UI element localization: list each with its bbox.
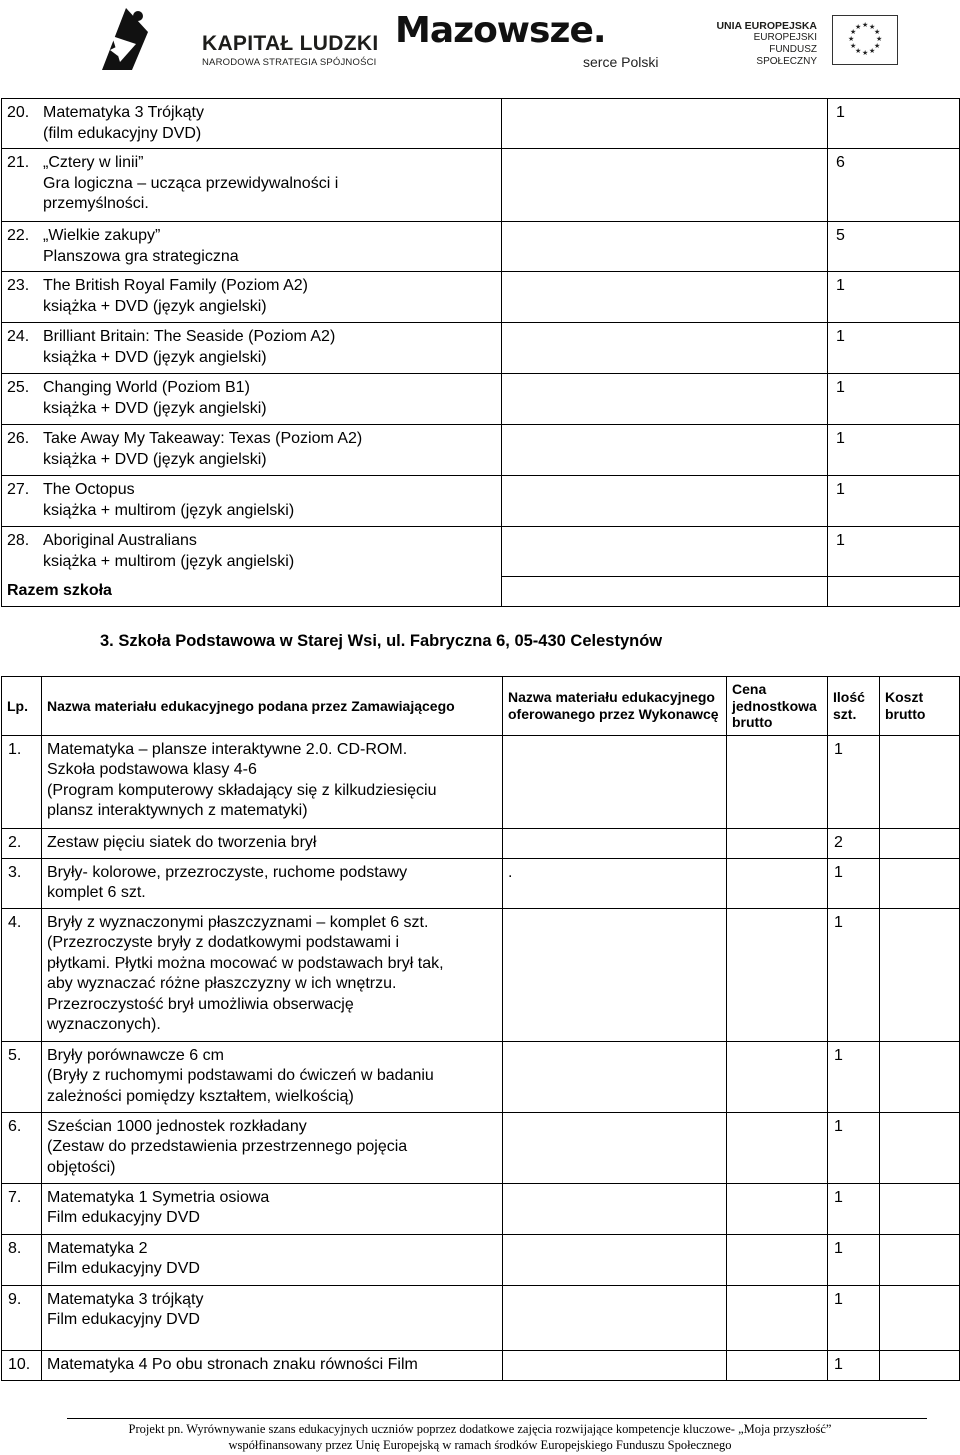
item-line: Matematyka 3 Trójkąty [43, 104, 204, 121]
item-cell [2, 476, 502, 527]
qty-cell: 6 [828, 149, 960, 222]
table-row [2, 858, 960, 908]
row-number: 2. [2, 828, 42, 858]
item-line: książka + DVD (język angielski) [43, 348, 267, 366]
price-cell [727, 1285, 828, 1350]
svg-text:★: ★ [855, 23, 862, 31]
table-row [2, 527, 960, 577]
row-number: 6. [2, 1112, 42, 1183]
material-line: Bryły z wyznaczonymi płaszczyznami – komplet 6 szt. [47, 913, 429, 931]
item-line: książka + DVD (język angielski) [43, 399, 267, 417]
item-line: Aboriginal Australians [43, 532, 197, 549]
offer-cell [503, 1183, 727, 1234]
header-lp: Lp. [2, 677, 42, 736]
table-row [2, 272, 960, 323]
qty-cell: 1 [828, 1112, 880, 1183]
item-line: Brilliant Britain: The Seaside (Poziom A2) [43, 328, 336, 345]
school-section-heading: 3. Szkoła Podstawowa w Starej Wsi, ul. Fabryczna 6, 05-430 Celestynów [100, 632, 663, 650]
table-row [2, 1112, 960, 1183]
offer-cell [502, 323, 828, 374]
item-cell [2, 425, 502, 476]
item-line: Planszowa gra strategiczna [43, 247, 239, 265]
eu-flag-icon [832, 15, 898, 65]
cost-cell [880, 1285, 960, 1350]
price-cell [727, 735, 828, 828]
header-cost: Koszt brutto [880, 677, 960, 736]
qty-cell: 1 [828, 1183, 880, 1234]
row-number: 4. [2, 908, 42, 1041]
cost-cell [880, 1041, 960, 1112]
offer-cell [503, 1234, 727, 1285]
row-number: 10. [2, 1350, 42, 1380]
cost-cell [880, 1234, 960, 1285]
material-line: Film edukacyjny DVD [47, 1209, 200, 1226]
material-name [42, 1041, 503, 1112]
svg-text:★: ★ [876, 35, 883, 43]
offer-cell [503, 1041, 727, 1112]
qty-cell: 1 [828, 476, 960, 527]
offer-cell [503, 735, 727, 828]
svg-text:★: ★ [869, 47, 876, 55]
material-name [42, 828, 503, 858]
material-line: plansz interaktywnych z matematyki) [47, 802, 308, 819]
material-line: aby wyznaczać różne płaszczyzny w ich wnętrzu. [47, 975, 397, 992]
qty-cell: 1 [828, 1350, 880, 1380]
eu-label-line1: UNIA EUROPEJSKA [716, 20, 817, 32]
table-row [2, 374, 960, 425]
material-line: komplet 6 szt. [47, 884, 146, 901]
material-line: Matematyka 2 [47, 1239, 148, 1257]
item-number: 27. [7, 481, 30, 498]
header-qty: Ilość szt. [828, 677, 880, 736]
material-name [42, 858, 503, 908]
material-name [42, 908, 503, 1041]
material-line: (Program komputerowy składający się z kilkudziesięciu [47, 781, 437, 799]
material-name [42, 735, 503, 828]
offer-cell: . [503, 858, 727, 908]
material-line: Zestaw pięciu siatek do tworzenia brył [47, 833, 317, 851]
material-line: Film edukacyjny DVD [47, 1311, 200, 1328]
kapital-ludzki-emblem-icon [92, 4, 162, 74]
material-line: Matematyka 1 Symetria osiowa [47, 1188, 270, 1206]
qty-cell: 1 [828, 1234, 880, 1285]
qty-cell: 5 [828, 222, 960, 272]
offer-cell [502, 149, 828, 222]
price-cell [727, 1234, 828, 1285]
svg-text:★: ★ [869, 23, 876, 31]
price-cell [727, 828, 828, 858]
footer-line-2: współfinansowany przez Unię Europejską w ramach środków Europejskiego Funduszu Społecznego [228, 1438, 732, 1452]
price-cell [727, 1112, 828, 1183]
qty-cell: 1 [828, 735, 880, 828]
qty-cell: 1 [828, 908, 880, 1041]
kl-subtitle: NARODOWA STRATEGIA SPÓJNOŚCI [202, 57, 377, 68]
table-row [2, 1350, 960, 1380]
material-name [42, 1234, 503, 1285]
cost-cell [880, 908, 960, 1041]
price-cell [727, 1350, 828, 1380]
item-line: „Cztery w linii” [43, 154, 144, 171]
mazowsze-logo [395, 6, 675, 76]
cost-cell [880, 1183, 960, 1234]
footer-rule [67, 1418, 927, 1419]
row-number: 1. [2, 735, 42, 828]
material-line: (Bryły z ruchomymi podstawami do ćwiczeń w badaniu [47, 1067, 434, 1084]
offer-cell [502, 476, 828, 527]
material-line: Sześcian 1000 jednostek rozkładany [47, 1117, 307, 1135]
table-row [2, 149, 960, 222]
qty-cell: 1 [828, 1285, 880, 1350]
svg-text:★: ★ [862, 49, 869, 57]
offer-cell [502, 99, 828, 149]
item-cell [2, 99, 502, 149]
item-line: Changing World (Poziom B1) [43, 379, 250, 396]
header-logos [62, 0, 907, 80]
qty-cell: 1 [828, 425, 960, 476]
price-cell [727, 908, 828, 1041]
qty-cell: 1 [828, 858, 880, 908]
offer-cell [503, 1112, 727, 1183]
item-line: Gra logiczna – ucząca przewidywalności i [43, 174, 339, 192]
material-line: zależności pomiędzy kształtem, wielkością) [47, 1087, 354, 1105]
cost-cell [880, 1112, 960, 1183]
item-number: 26. [7, 430, 30, 447]
table-row [2, 99, 960, 149]
svg-text:★: ★ [850, 28, 857, 36]
offer-cell [502, 527, 828, 577]
table-row [2, 425, 960, 476]
price-cell [727, 1183, 828, 1234]
item-line: książka + DVD (język angielski) [43, 450, 267, 468]
cost-cell [880, 735, 960, 828]
item-line: (film edukacyjny DVD) [43, 124, 202, 142]
eu-label-line3: FUNDUSZ SPOŁECZNY [756, 44, 817, 67]
offer-cell [502, 374, 828, 425]
material-line: Matematyka – plansze interaktywne 2.0. CD-ROM. [47, 740, 408, 758]
price-cell [727, 858, 828, 908]
offer-cell [503, 1350, 727, 1380]
material-line: Matematyka 3 trójkąty [47, 1290, 204, 1308]
material-line: płytkami. Płytki można mocować w podstawach brył tak, [47, 954, 444, 972]
total-offer-cell [502, 577, 828, 607]
material-name [42, 1183, 503, 1234]
row-number: 7. [2, 1183, 42, 1234]
row-number: 8. [2, 1234, 42, 1285]
header-offer: Nazwa materiału edukacyjnego oferowanego przez Wykonawcę [503, 677, 727, 736]
item-line: Take Away My Takeaway: Texas (Poziom A2) [43, 430, 363, 447]
item-cell [2, 149, 502, 222]
item-cell [2, 222, 502, 272]
material-line: Bryły- kolorowe, przezroczyste, ruchome podstawy [47, 863, 408, 881]
material-name [42, 1112, 503, 1183]
item-number: 25. [7, 379, 30, 396]
offer-cell [503, 908, 727, 1041]
material-line: Matematyka 4 Po obu stronach znaku równości Film [47, 1355, 418, 1373]
header-name: Nazwa materiału edukacyjnego podana przez Zamawiającego [42, 677, 503, 736]
svg-text:★: ★ [848, 35, 855, 43]
table-row [2, 1183, 960, 1234]
eu-fund-label [712, 20, 817, 68]
table-row [2, 1285, 960, 1350]
item-number: 23. [7, 277, 30, 294]
table-row [2, 828, 960, 858]
offer-cell [503, 828, 727, 858]
material-line: objętości) [47, 1158, 116, 1176]
item-cell [2, 374, 502, 425]
item-line: The British Royal Family (Poziom A2) [43, 277, 308, 294]
eu-label-line2: EUROPEJSKI [753, 32, 817, 43]
qty-cell: 2 [828, 828, 880, 858]
offer-cell [502, 222, 828, 272]
school-materials-table [1, 676, 960, 1381]
offer-cell [502, 272, 828, 323]
item-number: 24. [7, 328, 30, 345]
material-line: (Zestaw do przedstawienia przestrzennego pojęcia [47, 1138, 408, 1155]
item-line: przemyślności. [43, 195, 149, 212]
material-line: wyznaczonych). [47, 1016, 161, 1033]
material-line: Bryły porównawcze 6 cm [47, 1046, 224, 1064]
mazowsze-wordmark: Mazowsze. [395, 10, 606, 51]
item-line: „Wielkie zakupy” [43, 227, 161, 244]
qty-cell: 1 [828, 527, 960, 577]
price-cell [727, 1041, 828, 1112]
row-number: 5. [2, 1041, 42, 1112]
footer-line-1: Projekt pn. Wyrównywanie szans edukacyjnych uczniów poprzez dodatkowe zajęcia rozwijające kompetencje kluczowe- „Moja przyszłość” [128, 1422, 832, 1436]
materials-table-continued [1, 98, 960, 607]
header-price: Cena jednostkowa brutto [727, 677, 828, 736]
material-name [42, 1285, 503, 1350]
total-qty-cell [828, 577, 960, 607]
material-line: (Przezroczyste bryły z dodatkowymi podstawami i [47, 934, 400, 951]
material-name [42, 1350, 503, 1380]
table-row [2, 476, 960, 527]
svg-text:★: ★ [874, 42, 881, 50]
svg-text:★: ★ [874, 28, 881, 36]
qty-cell: 1 [828, 99, 960, 149]
qty-cell: 1 [828, 323, 960, 374]
svg-text:★: ★ [855, 47, 862, 55]
item-line: książka + multirom (język angielski) [43, 552, 295, 570]
table-row [2, 1041, 960, 1112]
row-number: 9. [2, 1285, 42, 1350]
material-line: Przezroczystość brył umożliwia obserwację [47, 995, 354, 1013]
material-line: Szkoła podstawowa klasy 4-6 [47, 761, 257, 778]
kapital-ludzki-logo [92, 4, 392, 74]
cost-cell [880, 1350, 960, 1380]
qty-cell: 1 [828, 1041, 880, 1112]
table-header-row [2, 677, 960, 736]
cost-cell [880, 828, 960, 858]
table-row [2, 908, 960, 1041]
table-row [2, 222, 960, 272]
item-cell [2, 272, 502, 323]
table-row [2, 323, 960, 374]
table-row [2, 577, 960, 607]
offer-cell [502, 425, 828, 476]
row-number: 3. [2, 858, 42, 908]
offer-cell [503, 1285, 727, 1350]
table-row [2, 1234, 960, 1285]
item-line: The Octopus [43, 481, 135, 498]
qty-cell: 1 [828, 374, 960, 425]
item-line: książka + DVD (język angielski) [43, 297, 267, 315]
item-cell [2, 323, 502, 374]
item-number: 20. [7, 104, 30, 121]
item-number: 22. [7, 227, 30, 244]
material-line: Film edukacyjny DVD [47, 1260, 200, 1277]
cost-cell [880, 858, 960, 908]
total-label: Razem szkoła [2, 577, 502, 607]
mazowsze-tagline: serce Polski [583, 54, 659, 70]
item-line: książka + multirom (język angielski) [43, 501, 295, 519]
svg-text:★: ★ [850, 42, 857, 50]
table-row [2, 735, 960, 828]
item-number: 28. [7, 532, 30, 549]
svg-text:★: ★ [862, 21, 869, 29]
item-cell [2, 527, 502, 577]
item-number: 21. [7, 154, 30, 171]
kl-title: KAPITAŁ LUDZKI [202, 32, 379, 55]
qty-cell: 1 [828, 272, 960, 323]
